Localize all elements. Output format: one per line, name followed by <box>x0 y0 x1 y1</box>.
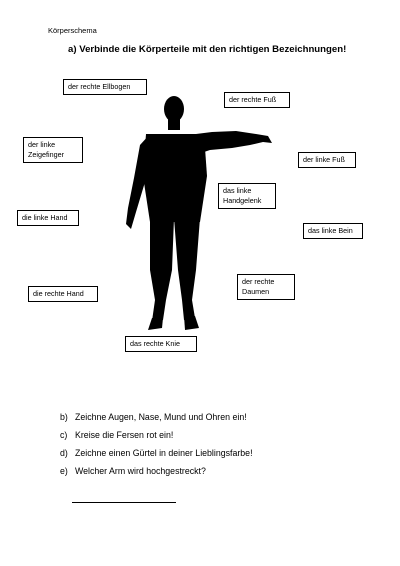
label-box-left-wrist[interactable]: das linke Handgelenk <box>218 183 276 209</box>
task-item <box>60 430 253 448</box>
task-a-text: Verbinde die Körperteile mit den richtigen Bezeichnungen! <box>79 44 347 55</box>
task-letter: d) <box>60 448 68 458</box>
label-box-left-foot[interactable]: der linke Fuß <box>298 152 356 168</box>
label-box-right-elbow[interactable]: der rechte Ellbogen <box>63 79 147 95</box>
worksheet-header: Körperschema <box>48 26 97 35</box>
task-item <box>60 466 253 484</box>
task-letter: c) <box>60 430 68 440</box>
label-box-left-index-finger[interactable]: der linke Zeigefinger <box>23 137 83 163</box>
task-item <box>60 448 253 466</box>
task-text: Zeichne Augen, Nase, Mund und Ohren ein! <box>75 412 247 422</box>
label-box-right-knee[interactable]: das rechte Knie <box>125 336 197 352</box>
task-item <box>60 412 253 430</box>
label-box-right-hand[interactable]: die rechte Hand <box>28 286 98 302</box>
label-box-left-leg[interactable]: das linke Bein <box>303 223 363 239</box>
task-a-letter: a) <box>68 44 77 55</box>
label-box-left-hand[interactable]: die linke Hand <box>17 210 79 226</box>
label-box-right-foot[interactable]: der rechte Fuß <box>224 92 290 108</box>
task-letter: b) <box>60 412 68 422</box>
task-text: Kreise die Fersen rot ein! <box>75 430 174 440</box>
label-box-right-thumb[interactable]: der rechte Daumen <box>237 274 295 300</box>
task-list <box>60 412 253 484</box>
task-text: Zeichne einen Gürtel in deiner Lieblingsfarbe! <box>75 448 253 458</box>
task-text: Welcher Arm wird hochgestreckt? <box>75 466 206 476</box>
task-letter: e) <box>60 466 68 476</box>
answer-line[interactable] <box>72 502 176 503</box>
